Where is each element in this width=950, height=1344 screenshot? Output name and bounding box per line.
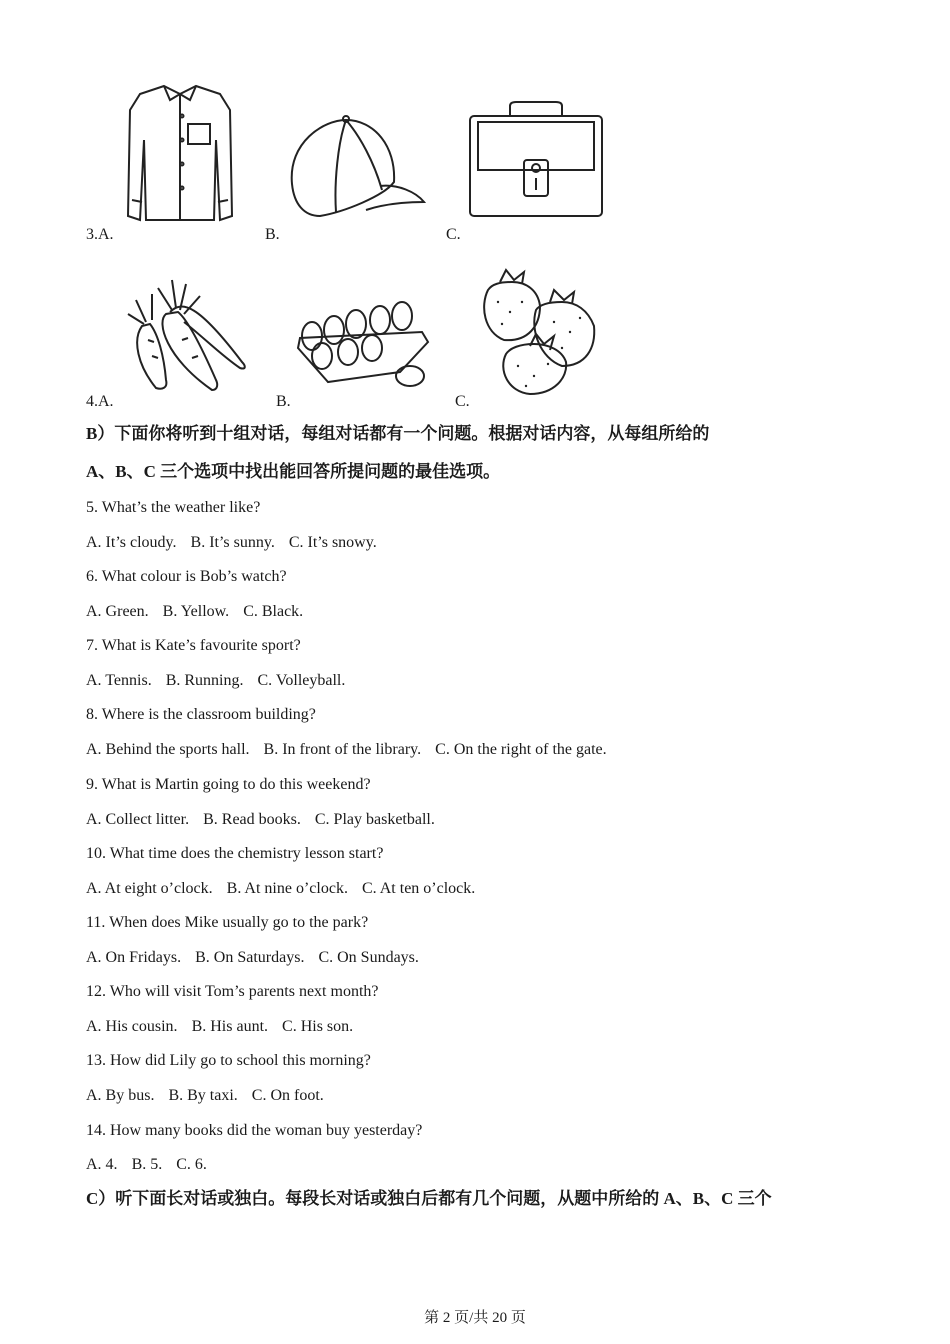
question-8-options — [86, 740, 621, 760]
question-9: 9. What is Martin going to do this weekend? — [86, 776, 371, 793]
cap-icon — [284, 112, 428, 222]
q3-label-c: C. — [446, 226, 461, 243]
section-b-instruction-line2: A、B、C 三个选项中找出能回答所提问题的最佳选项。 — [86, 462, 501, 481]
question-9-options — [86, 810, 449, 830]
option-a: A. Behind the sports hall. — [86, 741, 250, 758]
option-c: C. At ten o’clock. — [361, 880, 476, 897]
page-number-footer: 第 2 页/共 20 页 — [424, 1310, 526, 1326]
option-b: B. It’s sunny. — [190, 534, 275, 551]
option-b: B. Read books. — [203, 811, 301, 828]
option-b: B. At nine o’clock. — [226, 880, 348, 897]
option-a: A. At eight o’clock. — [86, 880, 213, 897]
question-10: 10. What time does the chemistry lesson start? — [86, 845, 384, 862]
option-c: C. It’s snowy. — [288, 534, 377, 551]
question-14-options — [86, 1155, 221, 1175]
question-7-options — [86, 671, 359, 691]
briefcase-icon — [466, 98, 606, 220]
option-a: A. On Fridays. — [86, 949, 182, 966]
question-14: 14. How many books did the woman buy yesterday? — [86, 1122, 423, 1139]
question-8: 8. Where is the classroom building? — [86, 706, 316, 723]
question-5-options — [86, 533, 391, 553]
section-c-instruction-line1: C）听下面长对话或独白。每段长对话或独白后都有几个问题，从题中所给的 A、B、C 三个 — [86, 1189, 772, 1208]
option-c: C. 6. — [176, 1156, 207, 1173]
q4-label-b: B. — [276, 393, 291, 410]
option-b: B. In front of the library. — [263, 741, 422, 758]
option-b: B. Yellow. — [162, 603, 230, 620]
q4-label-c: C. — [455, 393, 470, 410]
question-12: 12. Who will visit Tom’s parents next month? — [86, 983, 379, 1000]
option-c: C. His son. — [282, 1018, 354, 1035]
carrot-icon — [122, 270, 252, 394]
question-13-options — [86, 1086, 338, 1106]
q4-label-a: 4.A. — [86, 393, 114, 410]
question-10-options — [86, 879, 489, 899]
question-11: 11. When does Mike usually go to the park? — [86, 914, 369, 931]
option-a: A. It’s cloudy. — [86, 534, 177, 551]
option-c: C. Play basketball. — [314, 811, 435, 828]
q3-label-a: 3.A. — [86, 226, 114, 243]
option-b: B. Running. — [165, 672, 244, 689]
option-a: A. By bus. — [86, 1087, 155, 1104]
section-b-instruction-line1: B）下面你将听到十组对话，每组对话都有一个问题。根据对话内容，从每组所给的 — [86, 424, 710, 443]
question-13: 13. How did Lily go to school this morning? — [86, 1052, 371, 1069]
strawberry-icon — [478, 266, 602, 400]
eggs-icon — [292, 292, 432, 394]
question-6: 6. What colour is Bob’s watch? — [86, 568, 287, 585]
option-a: A. 4. — [86, 1156, 118, 1173]
q3-label-b: B. — [265, 226, 280, 243]
question-5: 5. What’s the weather like? — [86, 499, 261, 516]
option-a: A. His cousin. — [86, 1018, 178, 1035]
option-c: C. On the right of the gate. — [435, 741, 607, 758]
shirt-icon — [124, 80, 236, 228]
option-b: B. 5. — [131, 1156, 163, 1173]
option-c: C. Black. — [243, 603, 304, 620]
option-a: A. Green. — [86, 603, 149, 620]
question-7: 7. What is Kate’s favourite sport? — [86, 637, 301, 654]
option-a: A. Tennis. — [86, 672, 152, 689]
option-b: B. By taxi. — [168, 1087, 238, 1104]
option-c: C. On foot. — [251, 1087, 324, 1104]
option-c: C. On Sundays. — [318, 949, 419, 966]
question-12-options — [86, 1017, 367, 1037]
option-a: A. Collect litter. — [86, 811, 190, 828]
option-c: C. Volleyball. — [257, 672, 346, 689]
option-b: B. On Saturdays. — [195, 949, 305, 966]
question-6-options — [86, 602, 317, 622]
question-11-options — [86, 948, 433, 968]
option-b: B. His aunt. — [191, 1018, 269, 1035]
